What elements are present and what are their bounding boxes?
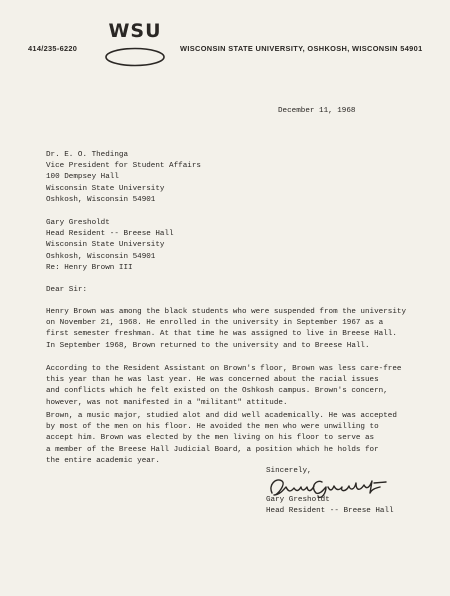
address-line: Oshkosh, Wisconsin 54901 bbox=[46, 252, 156, 261]
salutation: Dear Sir: bbox=[46, 286, 88, 294]
address-line: Wisconsin State University bbox=[46, 241, 165, 250]
paragraph-line: accept him. Brown was elected by the men living on his floor to serve as bbox=[46, 434, 375, 443]
signer-title: Head Resident -- Breese Hall bbox=[266, 507, 394, 516]
paragraph-line: this year than he was last year. He was concerned about the racial issues bbox=[46, 376, 379, 385]
paragraph-line: by most of the men on his floor. He avoided the men who were unwilling to bbox=[46, 423, 379, 432]
paragraph-line: In September 1968, Brown returned to the university and to Breese Hall. bbox=[46, 341, 370, 350]
paragraph-line: and conflicts which he felt existed on the Oshkosh campus. Brown's concern, bbox=[46, 387, 388, 396]
closing: Sincerely, bbox=[266, 467, 312, 475]
wsu-logo-text: WSU bbox=[108, 20, 162, 42]
address-line: Gary Gresholdt bbox=[46, 219, 110, 227]
paragraph-line: According to the Resident Assistant on Brown's floor, Brown was less care-free bbox=[46, 365, 402, 373]
paragraph-1 bbox=[46, 307, 406, 352]
paragraph-line: first semester freshman. At that time he was assigned to live in Breese Hall. bbox=[46, 330, 397, 339]
paragraph-line: on November 21, 1968. He enrolled in the university in September 1967 as a bbox=[46, 319, 384, 328]
paragraph-line: the entire academic year. bbox=[46, 456, 160, 465]
address-line: Wisconsin State University bbox=[46, 184, 165, 193]
letterhead-phone: 414/235-6220 bbox=[28, 44, 78, 53]
paragraph-line: Brown, a music major, studied alot and did well academically. He was accepted bbox=[46, 412, 397, 420]
address-line: Head Resident -- Breese Hall bbox=[46, 230, 174, 239]
logo-ellipse bbox=[104, 46, 166, 68]
address-line: Vice President for Student Affairs bbox=[46, 162, 201, 171]
wsu-logo bbox=[104, 20, 166, 72]
paragraph-3 bbox=[46, 411, 397, 467]
recipient-address-2 bbox=[46, 218, 174, 263]
address-line: Dr. E. O. Thedinga bbox=[46, 151, 129, 159]
letter-date: December 11, 1968 bbox=[278, 107, 356, 115]
paragraph-line: Henry Brown was among the black students who were suspended from the university bbox=[46, 308, 407, 316]
signer-name: Gary Gresholdt bbox=[266, 496, 330, 504]
paragraph-2 bbox=[46, 364, 401, 409]
letterhead-address: WISCONSIN STATE UNIVERSITY, OSHKOSH, WISCONSIN 54901 bbox=[180, 44, 423, 53]
subject-line: Re: Henry Brown III bbox=[46, 264, 133, 272]
paragraph-line: however, was not manifested in a "militant" attitude. bbox=[46, 398, 288, 407]
paragraph-line: a member of the Breese Hall Judicial Board, a position which he holds for bbox=[46, 445, 379, 454]
address-line: 100 Dempsey Hall bbox=[46, 173, 119, 182]
address-line: Oshkosh, Wisconsin 54901 bbox=[46, 195, 156, 204]
signature-block bbox=[266, 495, 394, 517]
recipient-address-1 bbox=[46, 150, 201, 206]
